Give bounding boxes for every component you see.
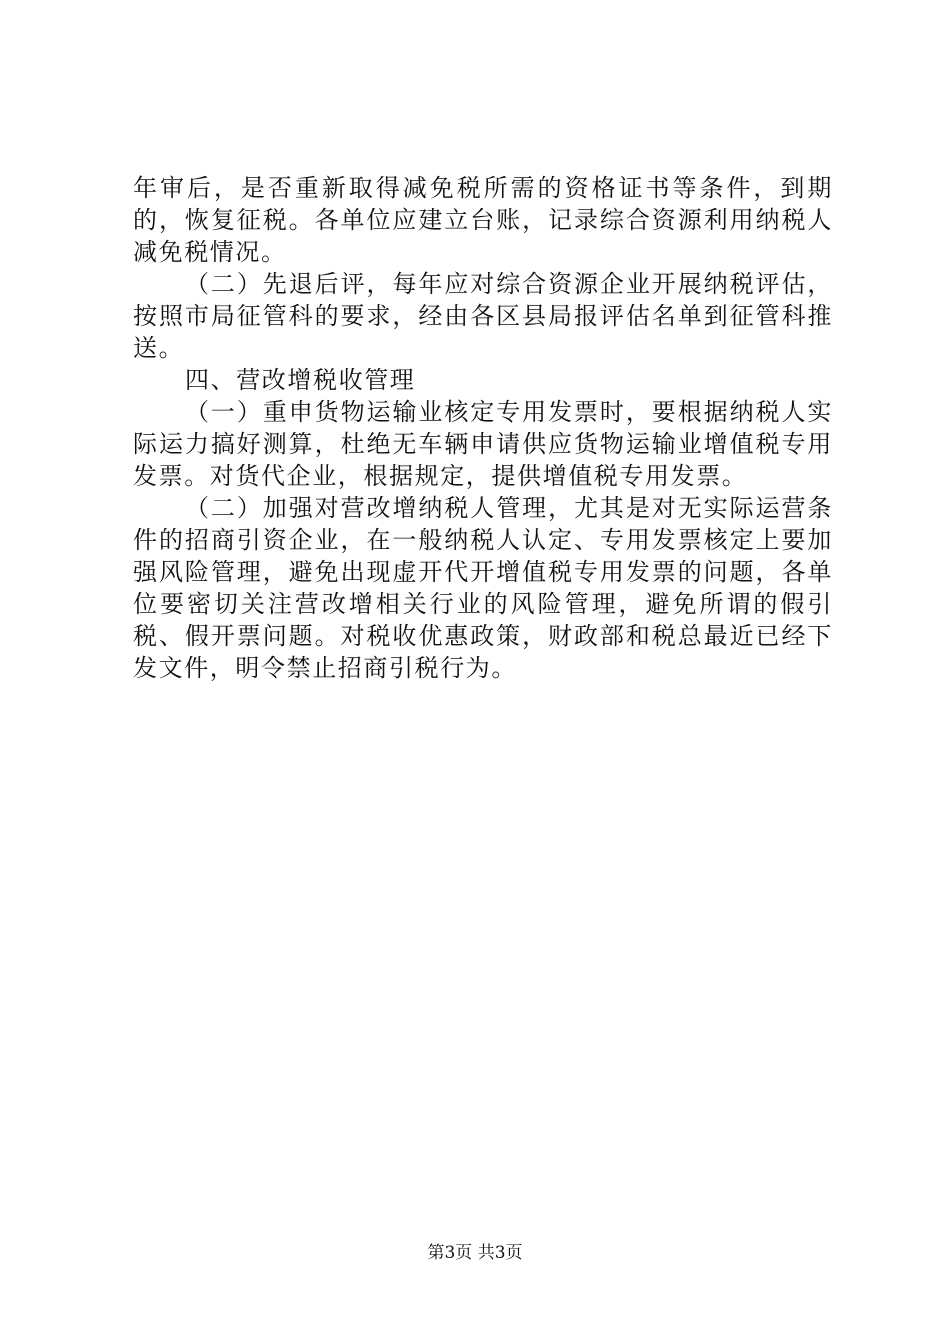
page-footer: 第3页 共3页: [427, 1243, 523, 1263]
paragraph-continuation: 年审后，是否重新取得减免税所需的资格证书等条件，到期的，恢复征税。各单位应建立台账，记录综合资源利用纳税人减免税情况。: [133, 174, 833, 266]
section-heading-4: 四、营改增税收管理: [185, 366, 416, 394]
paragraph-item-2-vat: （二）加强对营改增纳税人管理，尤其是对无实际运营条件的招商引资企业，在一般纳税人认定、专用发票核定上要加强风险管理，避免出现虚开代开增值税专用发票的问题，各单位要密切关注营改增相关行业的风险管理，避免所谓的假引税、假开票问题。对税收优惠政策，财政部和税总最近已经下发文件，明令禁止招商引税行为。: [133, 494, 833, 682]
paragraph-item-2: （二）先退后评，每年应对综合资源企业开展纳税评估，按照市局征管科的要求，经由各区县局报评估名单到征管科推送。: [133, 270, 833, 362]
document-body: [133, 172, 833, 684]
paragraph-item-1: （一）重申货物运输业核定专用发票时，要根据纳税人实际运力搞好测算，杜绝无车辆申请供应货物运输业增值税专用发票。对货代企业，根据规定，提供增值税专用发票。: [133, 398, 833, 490]
